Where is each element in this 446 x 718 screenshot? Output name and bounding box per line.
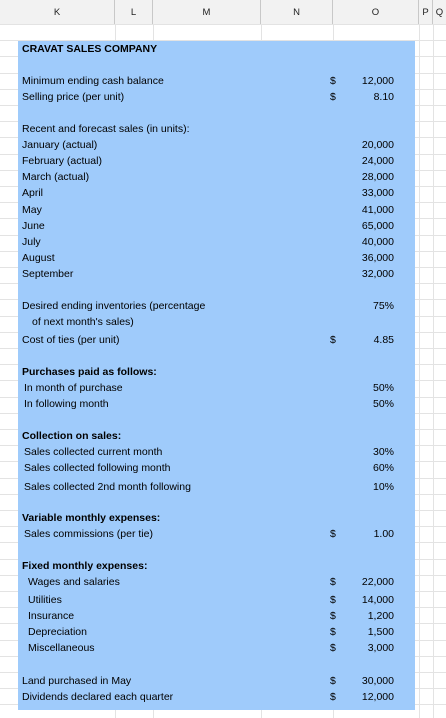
column-header-p[interactable]: P — [419, 0, 433, 24]
sales-month-label[interactable]: February (actual) — [22, 155, 102, 167]
purchases-item-label[interactable]: In following month — [24, 398, 109, 410]
fixed-expenses-header[interactable]: Fixed monthly expenses: — [22, 560, 148, 572]
fixed-expense-value[interactable]: 3,000 — [367, 642, 394, 654]
sheet-title[interactable]: CRAVAT SALES COMPANY — [22, 43, 158, 55]
fixed-expense-label[interactable]: Miscellaneous — [28, 642, 95, 654]
currency-symbol: $ — [330, 691, 336, 703]
sales-month-value[interactable]: 24,000 — [361, 155, 394, 167]
fixed-expense-value[interactable]: 1,200 — [367, 610, 394, 622]
land-label[interactable]: Land purchased in May — [22, 675, 132, 687]
column-header-o[interactable]: O — [333, 0, 419, 24]
sales-month-label[interactable]: January (actual) — [22, 139, 98, 151]
fixed-expense-label[interactable]: Wages and salaries — [28, 576, 120, 588]
dividends-label[interactable]: Dividends declared each quarter — [22, 691, 174, 703]
dividends-value[interactable]: 12,000 — [361, 691, 394, 703]
column-header-m[interactable]: M — [153, 0, 261, 24]
min-cash-value[interactable]: 12,000 — [361, 75, 394, 87]
currency-symbol: $ — [330, 675, 336, 687]
currency-symbol: $ — [330, 91, 336, 103]
collections-item-label[interactable]: Sales collected 2nd month following — [24, 481, 191, 493]
column-header-bar — [0, 0, 446, 25]
currency-symbol: $ — [330, 626, 336, 638]
purchases-item-value[interactable]: 50% — [372, 382, 394, 394]
sales-month-label[interactable]: August — [22, 252, 55, 264]
sales-month-value[interactable]: 33,000 — [361, 187, 394, 199]
collections-item-label[interactable]: Sales collected current month — [24, 446, 163, 458]
purchases-header[interactable]: Purchases paid as follows: — [22, 366, 157, 378]
fixed-expense-label[interactable]: Depreciation — [28, 626, 87, 638]
currency-symbol: $ — [330, 594, 336, 606]
gridline — [0, 24, 446, 25]
sales-month-value[interactable]: 20,000 — [361, 139, 394, 151]
collections-item-value[interactable]: 30% — [372, 446, 394, 458]
collections-item-value[interactable]: 60% — [372, 462, 394, 474]
sales-month-value[interactable]: 41,000 — [361, 204, 394, 216]
fixed-expense-value[interactable]: 14,000 — [361, 594, 394, 606]
sales-month-value[interactable]: 36,000 — [361, 252, 394, 264]
column-header-n[interactable]: N — [261, 0, 333, 24]
inventory-value[interactable]: 75% — [372, 300, 394, 312]
cost-value[interactable]: 4.85 — [373, 334, 394, 346]
currency-symbol: $ — [330, 528, 336, 540]
collections-item-value[interactable]: 10% — [372, 481, 394, 493]
commissions-value[interactable]: 1.00 — [373, 528, 394, 540]
sales-month-value[interactable]: 32,000 — [361, 268, 394, 280]
currency-symbol: $ — [330, 642, 336, 654]
fixed-expense-label[interactable]: Insurance — [28, 610, 75, 622]
price-value[interactable]: 8.10 — [373, 91, 394, 103]
collections-header[interactable]: Collection on sales: — [22, 430, 122, 442]
sales-month-value[interactable]: 28,000 — [361, 171, 394, 183]
collections-item-label[interactable]: Sales collected following month — [24, 462, 171, 474]
purchases-item-value[interactable]: 50% — [372, 398, 394, 410]
currency-symbol: $ — [330, 576, 336, 588]
commissions-label[interactable]: Sales commissions (per tie) — [24, 528, 153, 540]
gridline — [419, 24, 420, 718]
sales-month-label[interactable]: July — [22, 236, 41, 248]
fixed-expense-label[interactable]: Utilities — [28, 594, 62, 606]
sales-month-label[interactable]: September — [22, 268, 74, 280]
variable-expenses-header[interactable]: Variable monthly expenses: — [22, 512, 161, 524]
currency-symbol: $ — [330, 610, 336, 622]
sales-header[interactable]: Recent and forecast sales (in units): — [22, 123, 190, 135]
inventory-label[interactable]: Desired ending inventories (percentage — [22, 300, 206, 312]
sales-month-label[interactable]: May — [22, 204, 42, 216]
currency-symbol: $ — [330, 75, 336, 87]
column-header-l[interactable]: L — [115, 0, 153, 24]
fixed-expense-value[interactable]: 1,500 — [367, 626, 394, 638]
inventory-label-continued[interactable]: of next month's sales) — [32, 316, 134, 328]
land-value[interactable]: 30,000 — [361, 675, 394, 687]
sales-month-value[interactable]: 65,000 — [361, 220, 394, 232]
column-header-q[interactable]: Q — [435, 7, 444, 18]
currency-symbol: $ — [330, 334, 336, 346]
sales-month-value[interactable]: 40,000 — [361, 236, 394, 248]
fixed-expense-value[interactable]: 22,000 — [361, 576, 394, 588]
column-header-k[interactable]: K — [0, 0, 115, 24]
purchases-item-label[interactable]: In month of purchase — [24, 382, 123, 394]
min-cash-label[interactable]: Minimum ending cash balance — [22, 75, 164, 87]
price-label[interactable]: Selling price (per unit) — [22, 91, 125, 103]
sales-month-label[interactable]: March (actual) — [22, 171, 90, 183]
gridline — [433, 24, 434, 718]
sales-month-label[interactable]: April — [22, 187, 44, 199]
sales-month-label[interactable]: June — [22, 220, 45, 232]
cost-label[interactable]: Cost of ties (per unit) — [22, 334, 120, 346]
